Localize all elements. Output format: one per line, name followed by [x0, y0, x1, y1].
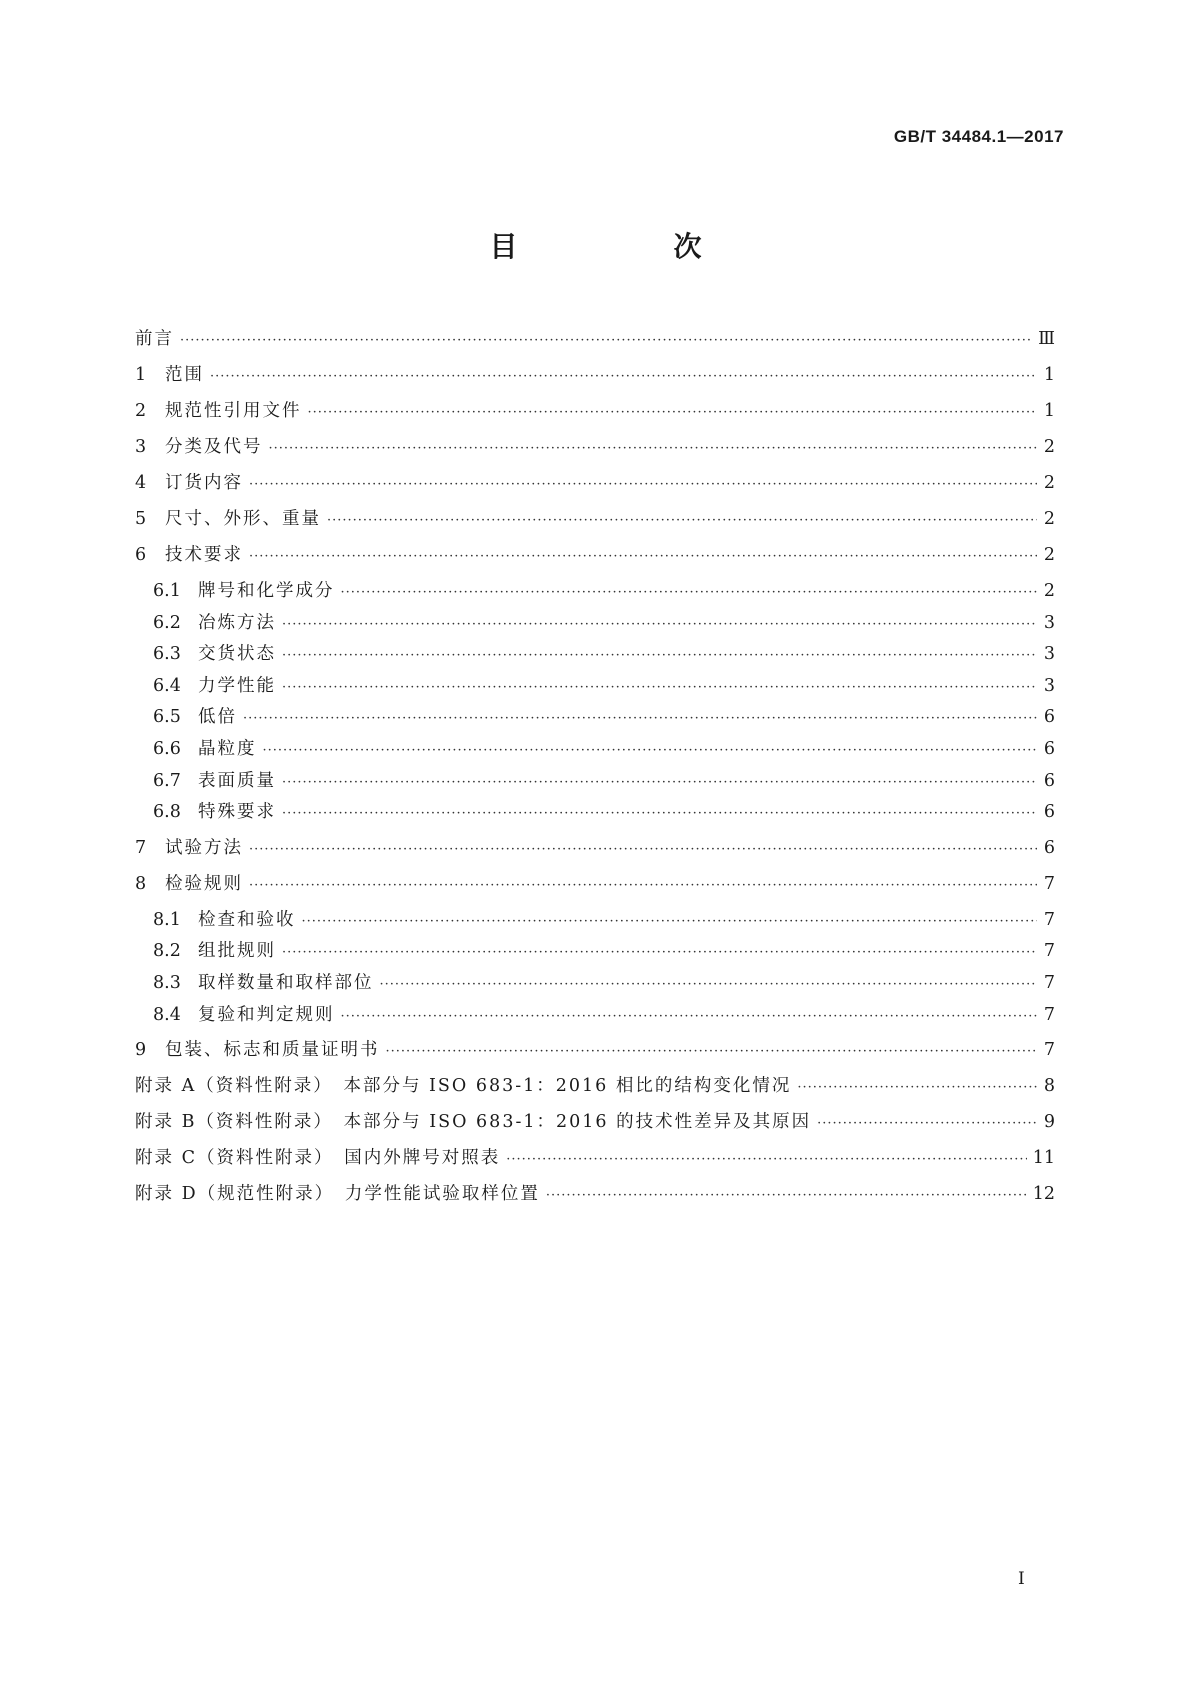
standard-code: GB/T 34484.1—2017	[893, 127, 1064, 146]
toc-annex-d[interactable]	[135, 1180, 1055, 1216]
toc-entry-label: 检查和验收	[198, 909, 296, 930]
dot-leader	[797, 1080, 1037, 1095]
toc-entry-page: 2	[1043, 581, 1055, 601]
toc-entry-number: 1	[135, 365, 147, 385]
toc-entry-page: 7	[1043, 1004, 1055, 1025]
toc-entry-page: 12	[1032, 1184, 1055, 1205]
toc-entry-number: 6.7	[153, 770, 181, 791]
dot-leader	[282, 775, 1037, 790]
toc-subentry[interactable]	[135, 906, 1055, 938]
toc-entry-number: 6.6	[153, 738, 181, 759]
toc-subentry[interactable]	[135, 735, 1055, 767]
toc-entry[interactable]	[135, 397, 1055, 433]
toc-entry-page: 6	[1043, 837, 1055, 858]
toc-subentry[interactable]	[135, 767, 1055, 799]
dot-leader	[282, 945, 1037, 960]
toc-entry-number: 6	[135, 545, 147, 565]
toc-entry-label: 分类及代号	[165, 437, 263, 457]
toc-subentry[interactable]	[135, 609, 1055, 641]
toc-entry-number: 4	[135, 473, 147, 493]
dot-leader	[546, 1188, 1027, 1203]
toc-entry-label: 前言	[135, 329, 174, 349]
toc-entry-label: 牌号和化学成分	[198, 581, 335, 601]
toc-entry-page: 6	[1043, 770, 1055, 791]
toc-entry-number: 8	[135, 873, 147, 894]
page-title: 目 次	[489, 230, 766, 263]
dot-leader	[817, 1116, 1037, 1131]
dot-leader	[180, 333, 1032, 348]
toc-entry-label: 包装、标志和质量证明书	[165, 1040, 380, 1061]
toc-subentry[interactable]	[135, 798, 1055, 830]
toc-entry-label: 冶炼方法	[198, 612, 276, 633]
toc-subentry[interactable]	[135, 703, 1055, 735]
toc-entry-number: 8.4	[153, 1004, 181, 1025]
dot-leader	[243, 711, 1037, 726]
toc-entry-label: 检验规则	[165, 873, 243, 894]
toc-annex-c[interactable]	[135, 1144, 1055, 1180]
toc-entry-number: 8.3	[153, 972, 181, 993]
toc-entry-page: 6	[1043, 802, 1055, 823]
toc-entry-label: 附录 D（规范性附录） 力学性能试验取样位置	[135, 1184, 540, 1205]
toc-entry-page: 8	[1043, 1076, 1055, 1097]
dot-leader	[327, 513, 1037, 528]
toc-subentry[interactable]	[135, 1001, 1055, 1033]
toc-entry-page: 2	[1043, 473, 1055, 493]
toc-entry-label: 附录 A（资料性附录） 本部分与 ISO 683-1：2016 相比的结构变化情况	[135, 1076, 792, 1097]
toc-subentry[interactable]	[135, 937, 1055, 969]
dot-leader	[249, 842, 1037, 857]
dot-leader	[249, 549, 1037, 564]
toc-entry-number: 9	[135, 1040, 147, 1061]
toc-subentry[interactable]	[135, 672, 1055, 704]
toc-entry-page: 7	[1043, 1040, 1055, 1061]
toc-entry-number: 6.2	[153, 612, 181, 633]
dot-leader	[282, 680, 1037, 695]
dot-leader	[249, 477, 1037, 492]
toc-entry[interactable]	[135, 505, 1055, 541]
toc-entry-page: 3	[1043, 612, 1055, 633]
toc-entry-label: 表面质量	[198, 770, 276, 791]
toc-entry-label: 技术要求	[165, 545, 243, 565]
toc-entry-preface[interactable]	[135, 325, 1055, 361]
toc-entry-label: 低倍	[198, 707, 237, 728]
dot-leader	[302, 914, 1038, 929]
toc-entry-label: 订货内容	[165, 473, 243, 493]
toc-entry-number: 6.1	[153, 581, 181, 601]
toc-entry-page: 2	[1043, 509, 1055, 529]
page-number: I	[1018, 1569, 1025, 1589]
toc-entry-label: 尺寸、外形、重量	[165, 509, 321, 529]
toc-subentry[interactable]	[135, 969, 1055, 1001]
toc-annex-a[interactable]	[135, 1072, 1055, 1108]
toc-entry-page: 3	[1043, 675, 1055, 696]
toc-entry-page: 7	[1043, 972, 1055, 993]
toc-entry-page: 1	[1043, 401, 1055, 421]
dot-leader	[282, 806, 1037, 821]
dot-leader	[506, 1152, 1027, 1167]
toc-entry[interactable]	[135, 1036, 1055, 1072]
toc-entry[interactable]	[135, 469, 1055, 505]
toc-entry-label: 范围	[165, 365, 204, 385]
toc-annex-b[interactable]	[135, 1108, 1055, 1144]
dot-leader	[308, 405, 1038, 420]
toc-entry-page: 2	[1043, 545, 1055, 565]
toc-entry-label: 附录 C（资料性附录） 国内外牌号对照表	[135, 1148, 501, 1169]
toc-entry-number: 3	[135, 437, 147, 457]
toc-entry[interactable]	[135, 541, 1055, 577]
toc-entry-page: 11	[1032, 1148, 1055, 1169]
dot-leader	[263, 743, 1038, 758]
toc-entry-label: 晶粒度	[198, 738, 257, 759]
toc-entry-number: 8.2	[153, 941, 181, 962]
toc-entry-number: 8.1	[153, 909, 181, 930]
dot-leader	[210, 369, 1037, 384]
toc-entry-page: 3	[1043, 644, 1055, 665]
toc-entry-page: 7	[1043, 909, 1055, 930]
toc-entry[interactable]	[135, 361, 1055, 397]
toc-entry[interactable]	[135, 870, 1055, 906]
toc-entry-label: 试验方法	[165, 837, 243, 858]
toc-entry-number: 6.5	[153, 707, 181, 728]
dot-leader	[341, 585, 1038, 600]
toc-subentry[interactable]	[135, 640, 1055, 672]
table-of-contents	[135, 325, 1055, 1216]
toc-entry-label: 交货状态	[198, 644, 276, 665]
toc-entry-label: 力学性能	[198, 675, 276, 696]
toc-entry-number: 6.4	[153, 675, 181, 696]
toc-entry-label: 特殊要求	[198, 802, 276, 823]
toc-entry-label: 组批规则	[198, 941, 276, 962]
dot-leader	[249, 878, 1037, 893]
toc-entry-number: 6.3	[153, 644, 181, 665]
toc-entry-page: 6	[1043, 707, 1055, 728]
toc-entry[interactable]	[135, 433, 1055, 469]
toc-entry[interactable]	[135, 834, 1055, 870]
dot-leader	[341, 1009, 1038, 1024]
dot-leader	[269, 441, 1038, 456]
toc-entry-number: 7	[135, 837, 147, 858]
toc-entry-label: 规范性引用文件	[165, 401, 302, 421]
toc-subentry[interactable]	[135, 577, 1055, 609]
toc-entry-page: 6	[1043, 738, 1055, 759]
toc-entry-page: 1	[1043, 365, 1055, 385]
toc-entry-page: 7	[1043, 941, 1055, 962]
toc-entry-number: 2	[135, 401, 147, 421]
dot-leader	[386, 1044, 1038, 1059]
dot-leader	[282, 617, 1037, 632]
toc-entry-number: 5	[135, 509, 147, 529]
toc-entry-page: 7	[1043, 873, 1055, 894]
toc-entry-label: 附录 B（资料性附录） 本部分与 ISO 683-1：2016 的技术性差异及其原因	[135, 1112, 812, 1133]
toc-entry-label: 取样数量和取样部位	[198, 972, 374, 993]
dot-leader	[380, 977, 1038, 992]
toc-entry-label: 复验和判定规则	[198, 1004, 335, 1025]
dot-leader	[282, 648, 1037, 663]
toc-entry-page: Ⅲ	[1038, 329, 1055, 349]
toc-entry-number: 6.8	[153, 802, 181, 823]
toc-entry-page: 9	[1043, 1112, 1055, 1133]
toc-entry-page: 2	[1043, 437, 1055, 457]
